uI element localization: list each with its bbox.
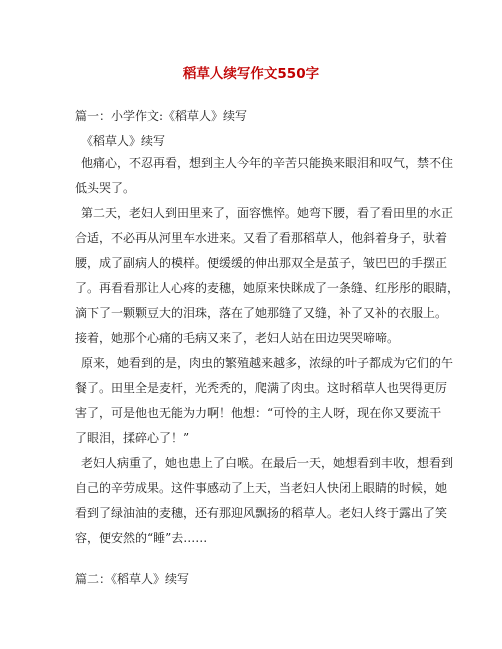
paragraph-4-line-4: 容，便安然的“睡”去…… <box>75 531 208 545</box>
paragraph-3-line-2: 餐了。田里全是麦杆，光秃秃的，爬满了肉虫。这时稻草人也哭得更厉 <box>75 381 448 395</box>
paragraph-4-line-3: 看到了绿油油的麦穗，还有那迎风飘扬的稻草人。老妇人终于露出了笑 <box>75 506 448 520</box>
paragraph-4-line-2: 自己的辛劳成果。这件事感动了上天，当老妇人快闭上眼睛的时候，她 <box>75 481 448 495</box>
paragraph-3-line-4: 了眼泪，揉碎心了！” <box>75 431 190 445</box>
paragraph-2-line-2: 合适，不必再从河里车水进来。又看了看那稻草人，他斜着身子，驮着 <box>75 231 448 245</box>
section-heading-1: 篇一：小学作文:《稻草人》续写 <box>75 109 248 123</box>
paragraph-3 <box>75 351 454 451</box>
paragraph-2-line-6: 接着，她那个心痛的毛病又来了，老妇人站在田边哭哭啼啼。 <box>75 331 400 345</box>
paragraph-4 <box>75 451 454 551</box>
paragraph-2-line-5: 滴下了一颗颗豆大的泪珠，落在了她那缝了又缝，补了又补的衣服上。 <box>75 306 448 320</box>
paragraph-2 <box>75 201 460 351</box>
section-subtitle-1: 《稻草人》续写 <box>81 134 166 148</box>
paragraph-1-line-1: 他痛心，不忍再看，想到主人今年的辛苦只能换来眼泪和叹气，禁不住 <box>81 156 454 170</box>
section-heading-2: 篇二：《稻草人》续写 <box>75 572 190 586</box>
paragraph-2-line-4: 了。再看看那让人心疼的麦穗，她原来快眯成了一条缝、红彤彤的眼睛， <box>75 281 460 295</box>
document-title: 稻草人续写作文550字 <box>182 66 320 82</box>
paragraph-2-line-3: 腰，成了副病人的模样。便缓缓的伸出那双全是茧子，皱巴巴的手摆正 <box>75 256 448 270</box>
paragraph-1 <box>75 151 454 201</box>
paragraph-2-line-1: 第二天，老妇人到田里来了，面容憔悴。她弯下腰，看了看田里的水正 <box>81 206 454 220</box>
paragraph-1-line-2: 低头哭了。 <box>75 181 136 195</box>
paragraph-3-line-3: 害了，可是他也无能为力啊！他想：“可怜的主人呀，现在你又要流干 <box>75 406 442 420</box>
paragraph-4-line-1: 老妇人病重了，她也患上了白喉。在最后一天，她想看到丰收，想看到 <box>81 456 454 470</box>
paragraph-3-line-1: 原来，她看到的是，肉虫的繁殖越来越多，浓绿的叶子都成为它们的午 <box>81 356 454 370</box>
